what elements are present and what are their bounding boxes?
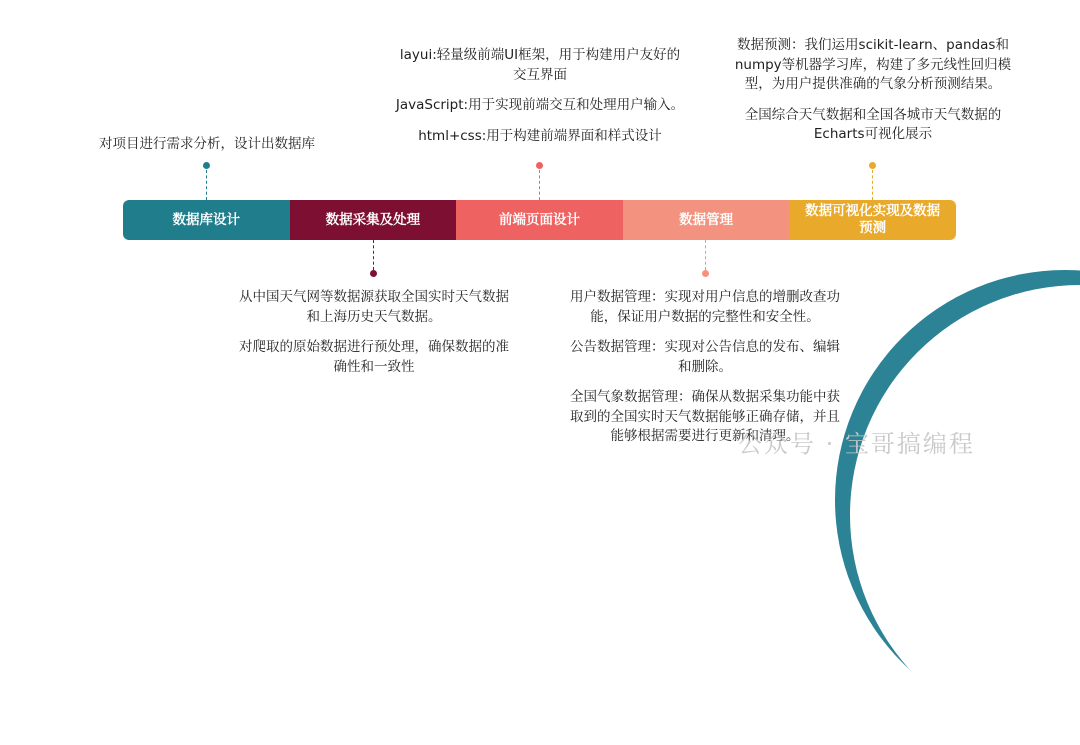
stage-frontend-design: 前端页面设计 xyxy=(456,200,623,240)
timeline-bar xyxy=(123,200,956,240)
stage-data-collection: 数据采集及处理 xyxy=(290,200,457,240)
note-visualization-line-1: 数据预测：我们运用scikit-learn、pandas和numpy等机器学习库，构建了多元线性回归模型，为用户提供准确的气象分析预测结果。 xyxy=(734,37,1012,93)
connector-collection xyxy=(373,240,374,270)
note-collection-line-2: 对爬取的原始数据进行预处理，确保数据的准确性和一致性 xyxy=(239,339,509,375)
stage-db-design: 数据库设计 xyxy=(123,200,290,240)
stage-data-management: 数据管理 xyxy=(623,200,790,240)
note-frontend-line-2: JavaScript:用于实现前端交互和处理用户输入。 xyxy=(395,97,685,114)
note-management-line-3: 全国气象数据管理：确保从数据采集功能中获取到的全国实时天气数据能够正确存储，并且能够根据需要进行更新和清理。 xyxy=(570,389,840,445)
note-visualization-line-2: 全国综合天气数据和全国各城市天气数据的Echarts可视化展示 xyxy=(744,106,1002,143)
connector-dot-collection xyxy=(370,270,377,277)
connector-dot-visualization xyxy=(869,162,876,169)
note-db-design-line: 对项目进行需求分析，设计出数据库 xyxy=(99,136,315,152)
connector-frontend xyxy=(539,170,540,200)
decorative-corner-arc-mask xyxy=(850,285,1080,745)
connector-db xyxy=(206,170,207,200)
note-management-line-2: 公告数据管理：实现对公告信息的发布、编辑和删除。 xyxy=(570,339,840,375)
note-data-collection xyxy=(236,288,512,388)
note-frontend xyxy=(395,46,685,157)
stage-visualization: 数据可视化实现及数据预测 xyxy=(789,200,956,240)
watermark-text: 公众号 · 宝哥搞编程 xyxy=(738,430,975,458)
connector-management xyxy=(705,240,706,270)
note-visualization xyxy=(727,36,1019,156)
note-management-line-1: 用户数据管理：实现对用户信息的增删改查功能，保证用户数据的完整性和安全性。 xyxy=(570,289,840,325)
note-frontend-line-1: layui:轻量级前端UI框架，用于构建用户友好的交互界面 xyxy=(399,47,681,83)
connector-dot-management xyxy=(702,270,709,277)
note-db-design xyxy=(72,135,342,166)
connector-dot-frontend xyxy=(536,162,543,169)
note-frontend-line-3: html+css:用于构建前端界面和样式设计 xyxy=(418,127,662,144)
note-collection-line-1: 从中国天气网等数据源获取全国实时天气数据和上海历史天气数据。 xyxy=(239,289,509,325)
connector-visualization xyxy=(872,170,873,200)
